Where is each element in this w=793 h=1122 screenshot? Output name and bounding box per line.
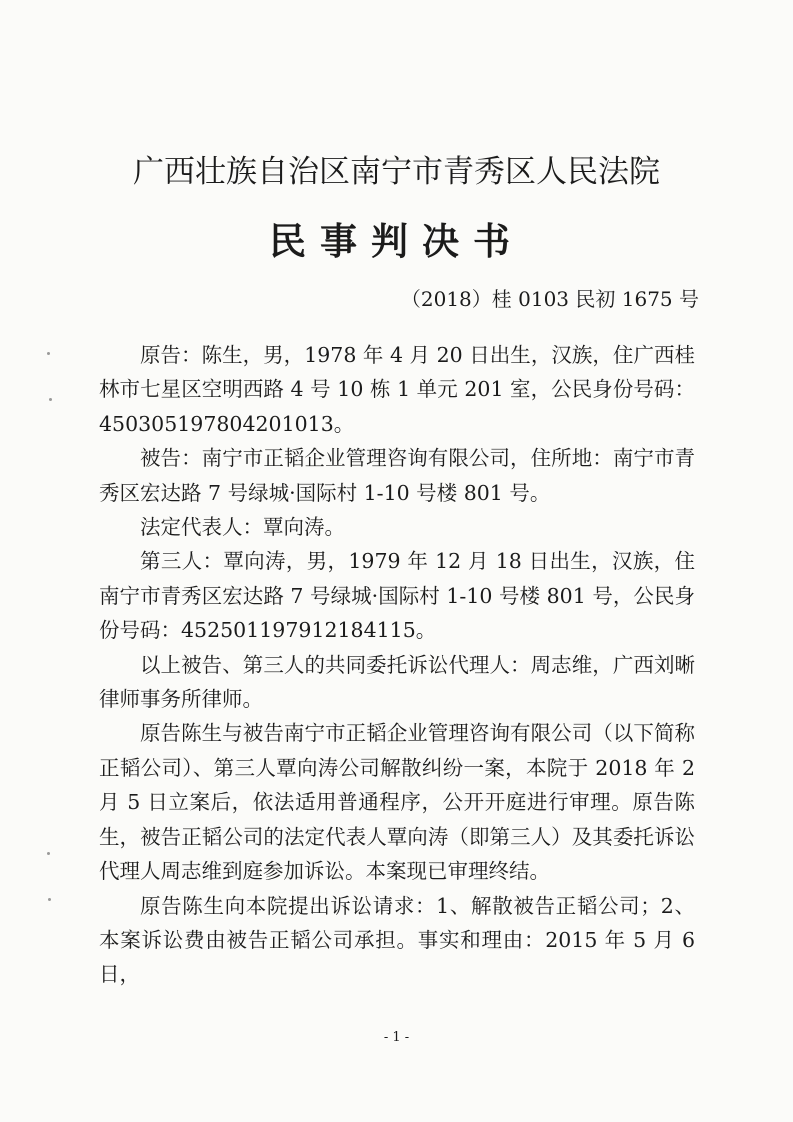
scan-speck bbox=[48, 898, 51, 901]
defendant-paragraph: 被告：南宁市正韬企业管理咨询有限公司，住所地：南宁市青秀区宏达路 7 号绿城·国际村 1-10 号楼 801 号。 bbox=[99, 446, 695, 505]
case-number: （2018）桂 0103 民初 1675 号 bbox=[400, 287, 699, 311]
scan-speck bbox=[49, 398, 52, 401]
scan-speck bbox=[47, 852, 50, 855]
legal-representative-paragraph: 法定代表人：覃向涛。 bbox=[140, 515, 345, 540]
document-title: 民事判决书 bbox=[269, 219, 524, 263]
scan-speck bbox=[47, 352, 50, 355]
agent-paragraph: 以上被告、第三人的共同委托诉讼代理人：周志维，广西刘晰律师事务所律师。 bbox=[99, 652, 695, 712]
case-summary-paragraph: 原告陈生与被告南宁市正韬企业管理咨询有限公司（以下简称正韬公司）、第三人覃向涛公司解散纠纷一案，本院于 2018 年 2 月 5 日立案后，依法适用普通程序，公开开庭进行审理。原告陈生，被告正韬公司的法定代表人覃向涛（即第三人）及其委托诉讼代理人周志维到庭参加诉讼。本案现已审理终结。 bbox=[99, 721, 695, 884]
plaintiff-paragraph: 原告：陈生，男，1978 年 4 月 20 日出生，汉族，住广西桂林市七星区空明西路 4 号 10 栋 1 单元 201 室，公民身份号码：450305197804201013。 bbox=[99, 343, 695, 436]
judgment-body bbox=[99, 338, 695, 992]
page-number: - 1 - bbox=[383, 1030, 410, 1045]
court-name: 广西壮族自治区南宁市青秀区人民法院 bbox=[133, 154, 660, 190]
claims-paragraph: 原告陈生向本院提出诉讼请求：1、解散被告正韬公司；2、本案诉讼费由被告正韬公司承担。事实和理由：2015 年 5 月 6 日， bbox=[99, 893, 695, 987]
third-party-paragraph: 第三人：覃向涛，男，1979 年 12 月 18 日出生，汉族，住南宁市青秀区宏达路 7 号绿城·国际村 1-10 号楼 801 号，公民身份号码：452501197912184115。 bbox=[99, 549, 695, 643]
